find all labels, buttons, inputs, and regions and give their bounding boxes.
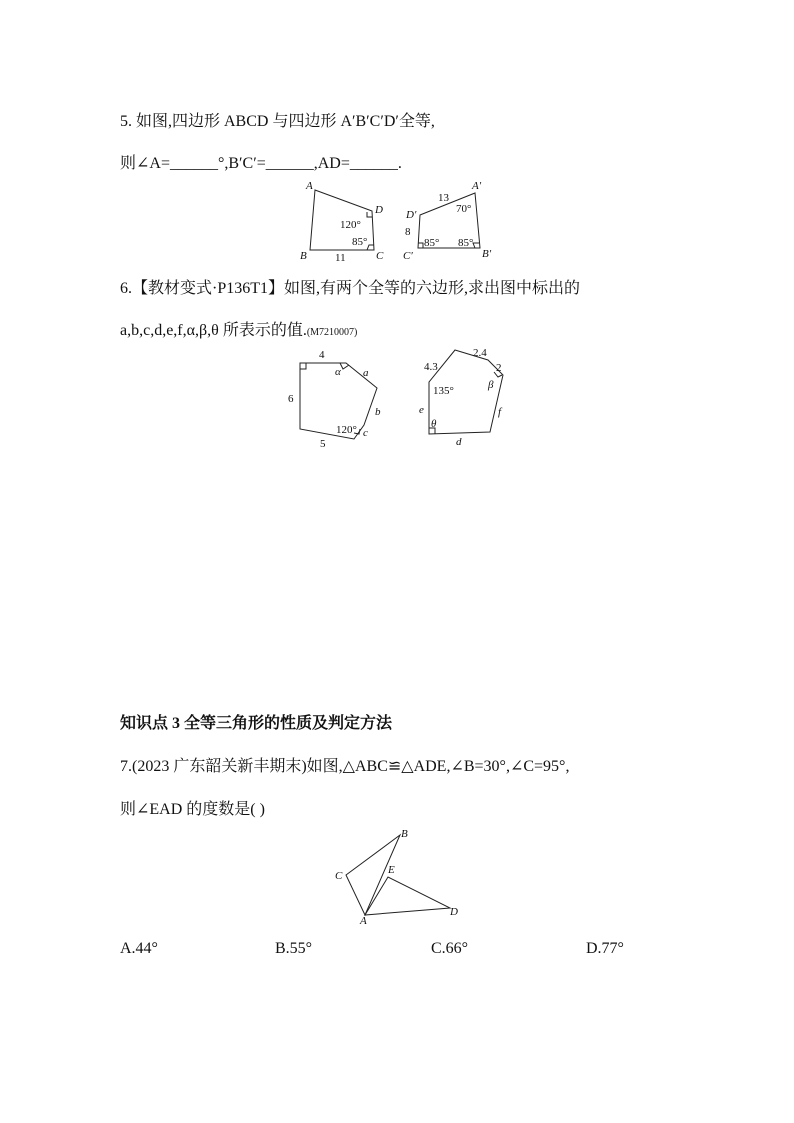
label-beta: β xyxy=(488,379,494,391)
label-a-prime: A′ xyxy=(472,180,482,192)
q7-figure xyxy=(330,825,470,925)
q5-figure-abcd-prime xyxy=(400,175,510,265)
side-left-value: 6 xyxy=(288,393,294,405)
label-a: a xyxy=(363,367,369,379)
angle-mark-b-prime xyxy=(473,243,479,248)
angle-b-prime-value: 85° xyxy=(458,237,474,249)
label-a: A xyxy=(360,915,367,927)
label-a: A xyxy=(306,180,313,192)
q5-text-line1: 5. 如图,四边形 ABCD 与四边形 A′B′C′D′全等, xyxy=(120,113,435,130)
label-d-prime: D′ xyxy=(406,209,417,221)
triangle-ade xyxy=(365,877,450,915)
side-top-value: 4 xyxy=(319,349,325,361)
label-b-prime: B′ xyxy=(482,248,492,260)
angle-a-prime-value: 70° xyxy=(456,203,472,215)
section-title: 知识点 3 全等三角形的性质及判定方法 xyxy=(120,715,393,732)
side-s1-value: 4.3 xyxy=(424,361,438,373)
label-c: C xyxy=(376,250,384,262)
label-theta: θ xyxy=(431,418,437,430)
q6-code: (M7210007) xyxy=(306,327,358,338)
angle-mark-c xyxy=(367,245,374,250)
q6-question: a,b,c,d,e,f,α,β,θ 所表示的值. xyxy=(120,322,307,339)
q6-hexagon-left xyxy=(280,345,400,455)
label-d: D xyxy=(375,204,383,216)
q6-text-line2 xyxy=(120,317,357,340)
label-b: b xyxy=(375,406,381,418)
q7-text-line1: 7.(2023 广东韶关新丰期末)如图,△ABC≌△ADE,∠B=30°,∠C=95°, xyxy=(120,758,570,775)
right-angle-mark xyxy=(300,363,306,369)
side-s2-value: 2.4 xyxy=(473,347,487,359)
option-d[interactable]: D.77° xyxy=(586,940,624,957)
label-c: c xyxy=(363,427,368,439)
q6-heading: 6.【教材变式·P136T1】如图,有两个全等的六边形,求出图中标出的 xyxy=(120,280,581,297)
side-top-value: 13 xyxy=(438,192,449,204)
label-c: C xyxy=(335,870,343,882)
option-a[interactable]: A.44° xyxy=(120,940,158,957)
label-e: e xyxy=(419,404,424,416)
label-b: B xyxy=(401,828,408,840)
side-bc-value: 11 xyxy=(335,252,346,264)
side-s3-value: 2 xyxy=(496,362,502,374)
q5-text-line2: 则∠A=______°,B′C′=______,AD=______. xyxy=(120,155,402,172)
angle-c-value: 85° xyxy=(352,236,368,248)
label-d: d xyxy=(456,436,462,448)
angle-d-value: 120° xyxy=(340,219,361,231)
label-alpha: α xyxy=(335,366,341,378)
q5-figure-abcd xyxy=(290,175,400,265)
q7-text-line2: 则∠EAD 的度数是( ) xyxy=(120,801,265,818)
angle-value: 120° xyxy=(336,424,357,436)
q6-text-line1 xyxy=(120,275,580,298)
label-f: f xyxy=(498,406,502,418)
label-b: B xyxy=(300,250,307,262)
angle-c-prime-value: 85° xyxy=(424,237,440,249)
label-c-prime: C′ xyxy=(403,250,413,262)
q6-hexagon-right xyxy=(410,340,530,455)
side-bottom-value: 5 xyxy=(320,438,326,450)
option-b[interactable]: B.55° xyxy=(275,940,313,957)
side-left-value: 8 xyxy=(405,226,411,238)
option-c[interactable]: C.66° xyxy=(431,940,469,957)
label-d: D xyxy=(450,906,458,918)
angle-value: 135° xyxy=(433,385,454,397)
angle-mark-d xyxy=(367,212,372,217)
label-e: E xyxy=(388,864,395,876)
